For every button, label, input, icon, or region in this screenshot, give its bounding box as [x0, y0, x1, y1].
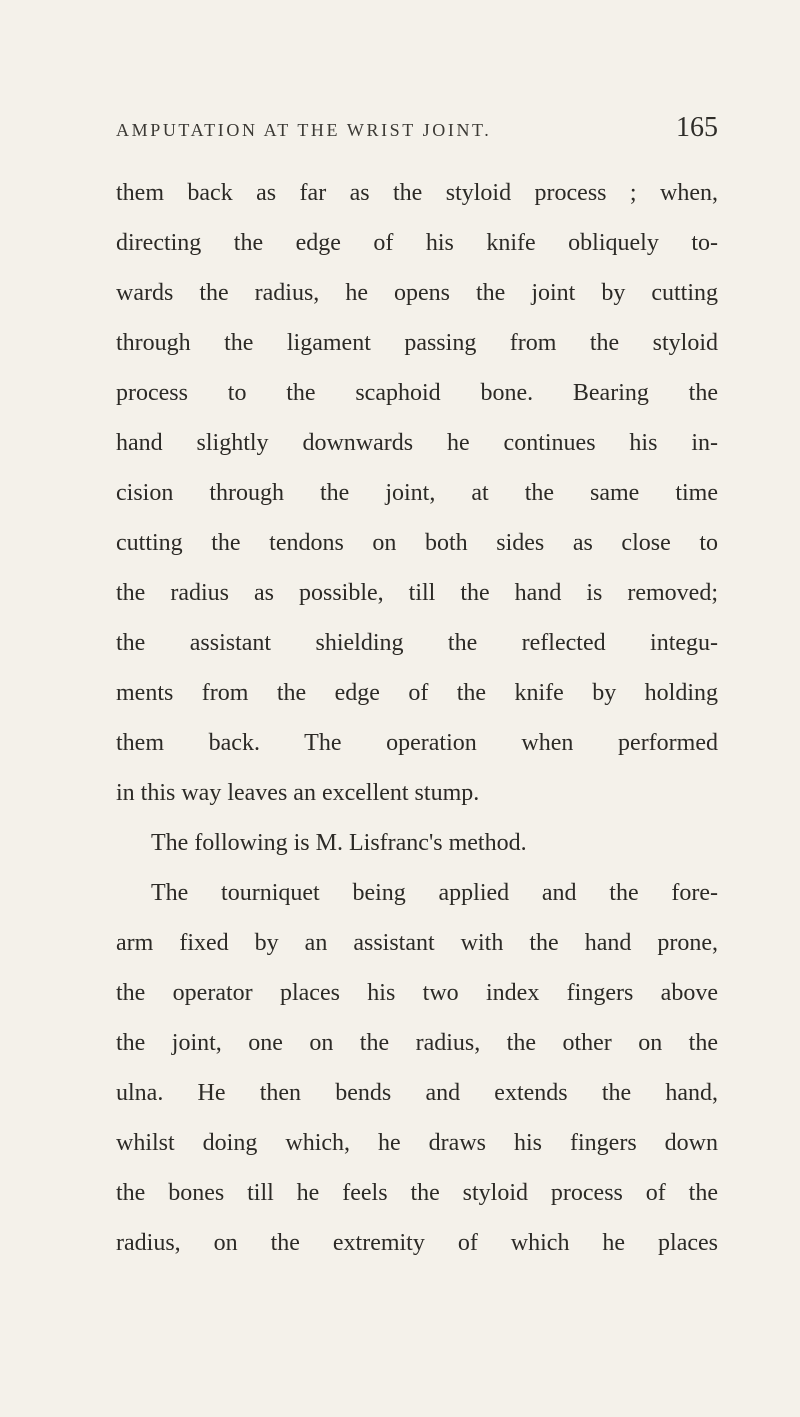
text-line: cutting the tendons on both sides as close to [116, 530, 718, 556]
text-line: the joint, one on the radius, the other on the [116, 1030, 718, 1056]
text-line: the operator places his two index fingers above [116, 980, 718, 1006]
text-line: through the ligament passing from the styloid [116, 330, 718, 356]
body-text [116, 168, 718, 1268]
text-line: The following is M. Lisfranc's method. [151, 830, 527, 856]
text-line: wards the radius, he opens the joint by cutting [116, 280, 718, 306]
running-head [116, 112, 718, 152]
text-line: whilst doing which, he draws his fingers down [116, 1130, 718, 1156]
text-line: arm fixed by an assistant with the hand prone, [116, 930, 718, 956]
text-line: them back. The operation when performed [116, 730, 718, 756]
text-line: directing the edge of his knife obliquely to- [116, 230, 718, 256]
text-line: the radius as possible, till the hand is removed; [116, 580, 718, 606]
text-line: the assistant shielding the reflected integu- [116, 630, 718, 656]
text-line: the bones till he feels the styloid process of the [116, 1180, 718, 1206]
text-line: them back as far as the styloid process ; when, [116, 180, 718, 206]
text-line: in this way leaves an excellent stump. [116, 780, 480, 806]
text-line: cision through the joint, at the same time [116, 480, 718, 506]
text-line: hand slightly downwards he continues his in- [116, 430, 718, 456]
running-title: AMPUTATION AT THE WRIST JOINT. [116, 120, 492, 140]
text-line: The tourniquet being applied and the fore- [151, 880, 718, 906]
text-line: radius, on the extremity of which he places [116, 1230, 718, 1256]
text-line: ments from the edge of the knife by holding [116, 680, 718, 706]
page-number: 165 [676, 112, 718, 143]
text-line: ulna. He then bends and extends the hand, [116, 1080, 718, 1106]
text-line: process to the scaphoid bone. Bearing the [116, 380, 718, 406]
